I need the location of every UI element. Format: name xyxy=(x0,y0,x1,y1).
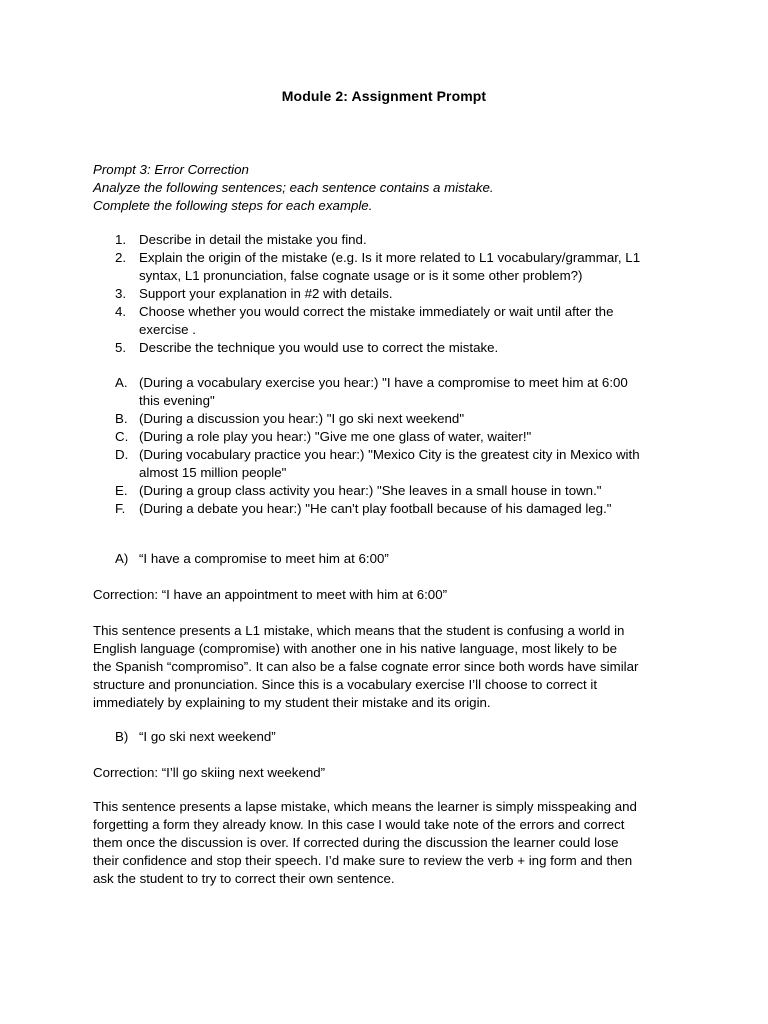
example-text: (During a discussion you hear:) "I go ski next weekend" xyxy=(139,411,465,426)
example-text-continued: almost 15 million people" xyxy=(139,465,287,480)
example-letter: D. xyxy=(115,447,129,462)
step-text: Describe the technique you would use to correct the mistake. xyxy=(139,340,499,355)
example-letter: B. xyxy=(115,411,128,426)
example-letter: A. xyxy=(115,375,128,390)
example-item xyxy=(93,428,693,446)
step-item xyxy=(93,339,693,357)
answer-b-line: ask the student to try to correct their own sentence. xyxy=(93,871,395,886)
answer-b-line: them once the discussion is over. If corrected during the discussion the learner could lose xyxy=(93,835,619,850)
document-title: Module 2: Assignment Prompt xyxy=(281,88,487,104)
step-text: Support your explanation in #2 with details. xyxy=(139,286,393,301)
step-number: 5. xyxy=(115,340,127,355)
answer-b-quote xyxy=(93,728,693,746)
example-letter: F. xyxy=(115,501,126,516)
prompt-instruction-2: Complete the following steps for each example. xyxy=(93,198,373,213)
step-number: 3. xyxy=(115,286,127,301)
step-text-continued: exercise . xyxy=(139,322,196,337)
step-item xyxy=(93,231,693,249)
prompt-instruction-1: Analyze the following sentences; each sentence contains a mistake. xyxy=(93,180,494,195)
example-letter: C. xyxy=(115,429,129,444)
answer-a-line: the Spanish “compromiso”. It can also be a false cognate error since both words have similar xyxy=(93,659,639,674)
answer-a-line: This sentence presents a L1 mistake, which means that the student is confusing a world in xyxy=(93,623,625,638)
example-item xyxy=(93,410,693,428)
example-text: (During a role play you hear:) "Give me one glass of water, waiter!" xyxy=(139,429,532,444)
answer-b-quote-line xyxy=(93,728,693,746)
steps-list xyxy=(93,231,693,357)
step-text: Explain the origin of the mistake (e.g. Is it more related to L1 vocabulary/grammar, L1 xyxy=(139,250,641,265)
step-item xyxy=(93,249,693,285)
example-item xyxy=(93,446,693,482)
answer-b-correction: Correction: “I’ll go skiing next weekend” xyxy=(93,765,326,780)
answer-b-line: forgetting a form they already know. In this case I would take note of the errors and correct xyxy=(93,817,625,832)
answer-b-quote-text: “I go ski next weekend” xyxy=(139,729,276,744)
example-text: (During vocabulary practice you hear:) "Mexico City is the greatest city in Mexico with xyxy=(139,447,640,462)
answer-a-correction: Correction: “I have an appointment to meet with him at 6:00” xyxy=(93,587,448,602)
step-number: 4. xyxy=(115,304,127,319)
example-item xyxy=(93,482,693,500)
answer-a-line: immediately by explaining to my student their mistake and its origin. xyxy=(93,695,491,710)
example-text-continued: this evening" xyxy=(139,393,215,408)
step-number: 2. xyxy=(115,250,127,265)
answer-a-explanation xyxy=(93,622,683,712)
step-item xyxy=(93,285,693,303)
answer-a-line: English language (compromise) with another one in his native language, most likely to be xyxy=(93,641,618,656)
answer-b-line: their confidence and stop their speech. I’d make sure to review the verb + ing form and then xyxy=(93,853,633,868)
answer-a-quote-text: “I have a compromise to meet him at 6:00” xyxy=(139,551,389,566)
step-number: 1. xyxy=(115,232,127,247)
step-text: Describe in detail the mistake you find. xyxy=(139,232,367,247)
example-item xyxy=(93,374,693,410)
step-item xyxy=(93,303,693,339)
step-text: Choose whether you would correct the mistake immediately or wait until after the xyxy=(139,304,614,319)
step-text-continued: syntax, L1 pronunciation, false cognate usage or is it some other problem?) xyxy=(139,268,583,283)
answer-b-explanation xyxy=(93,798,683,888)
example-text: (During a group class activity you hear:) "She leaves in a small house in town." xyxy=(139,483,602,498)
example-letter: E. xyxy=(115,483,128,498)
answer-a-marker: A) xyxy=(115,551,129,566)
example-text: (During a debate you hear:) "He can't play football because of his damaged leg." xyxy=(139,501,612,516)
example-item xyxy=(93,500,693,518)
answer-b-line: This sentence presents a lapse mistake, which means the learner is simply misspeaking and xyxy=(93,799,637,814)
answer-a-quote-line xyxy=(93,550,693,568)
answer-a-line: structure and pronunciation. Since this is a vocabulary exercise I’ll choose to correct it xyxy=(93,677,598,692)
answer-a-quote xyxy=(93,550,693,568)
prompt-heading: Prompt 3: Error Correction xyxy=(93,162,249,177)
example-text: (During a vocabulary exercise you hear:) "I have a compromise to meet him at 6:00 xyxy=(139,375,628,390)
examples-list xyxy=(93,374,693,518)
answer-b-marker: B) xyxy=(115,729,129,744)
